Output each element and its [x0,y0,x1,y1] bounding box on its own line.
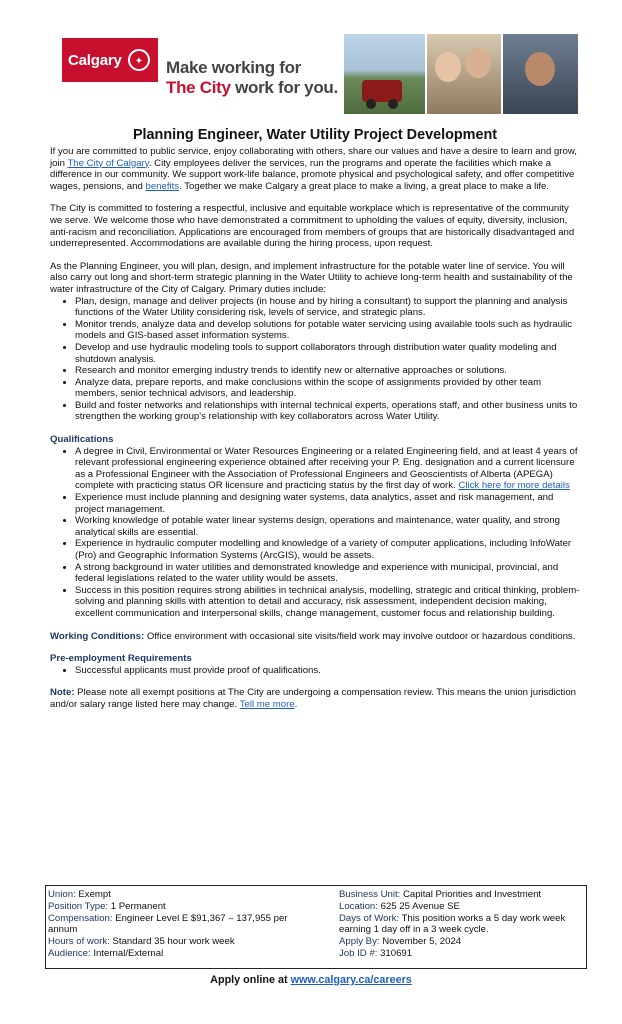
photo-transit-worker [503,34,578,114]
list-item: • Analyze data, prepare reports, and make conclusions within the scope of assignments provided by other team members, senior technical advisors, and leadership. [75,377,580,400]
list-item [75,446,580,492]
detail-apply-by: Apply By: November 5, 2024 [339,936,462,948]
photo-mower-worker [344,34,425,114]
header-banner [62,34,578,114]
qualification-text: A degree in Civil, Environmental or Water Resources Engineering or a related Engineering field, and at least 4 years of relevant professional engineering experience obtained after receiving your P. Eng. designation and a current licensure as a Professional Engineer with the Association of Professional Engineers and Geoscientists of Alberta (APEGA) complete with practicing status OR licensure and practicing status by the first day of work. [75,445,578,492]
intro-text-1: If you are committed to public service, enjoy collaborating with others, share our values and have a desire to learn and grow, join [50,146,577,169]
job-details-right [339,889,584,960]
job-details-table [45,885,587,969]
inclusion-paragraph: The City is committed to fostering a respectful, inclusive and equitable workplace which is representative of the community we serve. We welcome those who have demonstrated a commitment to upholding the values of equity, diversity, inclusion, anti-racism and reconciliation. Applications are encouraged from members of groups that are historically disadvantaged and underrepresented. Accommodations are available during the hiring process, upon request. [50,203,575,250]
banner-photos [344,34,578,114]
job-details-left [48,889,318,960]
apply-text: Apply online at [210,974,291,986]
detail-business-unit: Business Unit: Capital Priorities and Investment [339,889,542,900]
working-conditions [50,631,580,643]
apply-online [0,974,622,986]
preemployment-list [50,665,580,677]
calgary-logo [62,38,158,82]
duties-list [50,296,580,424]
list-item: • Experience must include planning and designing water systems, data analytics, asset and risk management, and project management. [75,492,580,515]
note-period: . [294,698,298,710]
list-item: • Experience in hydraulic computer modelling and knowledge of a variety of computer applications, including InfoWater (Pro) and Geographic Information Systems (ArcGIS), would be assets. [75,538,580,561]
city-seal-icon: ✦ [128,49,150,71]
detail-hours: Hours of work: Standard 35 hour work week [48,936,235,948]
detail-union: Union: Exempt [48,889,111,900]
qualifications-list [50,446,580,620]
preemployment-heading: Pre-employment Requirements [50,653,192,665]
list-item: • Build and foster networks and relationships with internal technical experts, operations staff, and other business units to strengthen the working group's relationship with key collaborators across Water Utility. [75,400,580,423]
note-paragraph [50,687,580,710]
tagline-red: The City [166,78,236,97]
note-text: Please note all exempt positions at The City are undergoing a compensation review. This means the union jurisdiction and/or salary range listed here may change. [50,687,576,710]
more-details-link[interactable]: Click here for more details [458,480,570,492]
list-item: • Success in this position requires strong abilities in technical analysis, modelling, strategic and critical thinking, problem-solving and planning skills with attention to detail and accuracy, risk assessment, independent decision making, excellent communication and interpersonal skills, change management, customer focus and relationship building. [75,585,580,620]
working-conditions-label: Working Conditions: [50,630,145,642]
intro-text-3: . Together we make Calgary a great place to make a living, a great place to make a life. [179,180,550,192]
detail-location: Location: 625 25 Avenue SE [339,900,460,912]
list-item: • Monitor trends, analyze data and develop solutions for potable water servicing using available tools such as hydraulic models and GIS-based asset information systems. [75,319,580,342]
tagline-line-2 [166,78,338,98]
city-of-calgary-link[interactable]: The City of Calgary [67,157,149,169]
photo-colleagues [427,34,500,114]
detail-days-of-work: Days of Work: This position works a 5 day work week earning 1 day off in a 3 week cycle. [339,912,566,936]
benefits-link[interactable]: benefits [145,180,180,192]
note-label: Note: [50,687,75,699]
tagline-dark: work for you. [235,78,338,97]
detail-position-type: Position Type: 1 Permanent [48,900,166,912]
list-item: • A strong background in water utilities and demonstrated knowledge and experience with municipal, provincial, and federal legislations related to the water utility would be assets. [75,562,580,585]
list-item: • Successful applicants must provide proof of qualifications. [75,665,580,677]
list-item: • Working knowledge of potable water linear systems design, operations and maintenance, water quality, and strong analytical skills are essential. [75,515,580,538]
list-item: • Plan, design, manage and deliver projects (in house and by hiring a consultant) to support the planning and analysis functions of the Water Utility considering risk, levels of service, and strategic plans. [75,296,580,319]
page-title: Planning Engineer, Water Utility Project Development [132,127,498,143]
detail-job-id: Job ID #: 310691 [339,947,413,959]
role-intro-paragraph: As the Planning Engineer, you will plan, design, and implement infrastructure for the potable water line of service. You will also carry out long and short-term strategic planning in the Water Utility to achieve long-term health and sustainability of the water infrastructure of the City of Calgary. Primary duties include: [50,260,573,295]
tell-me-more-link[interactable]: Tell me more [239,698,295,710]
logo-text: Calgary [68,51,122,69]
qualifications-heading: Qualifications [50,434,114,446]
tagline-line-1: Make working for [166,58,302,77]
detail-compensation: Compensation: Engineer Level E $91,367 – 137,955 per annum [48,912,288,936]
detail-audience: Audience: Internal/External [48,947,164,959]
posting-body [50,126,580,722]
intro-text-2: . City employees deliver the services, run the programs and operate the facilities which make a difference in our community. We support work-life balance, promote physical and psychological safety, and offer competitive wages, pensions, and [50,157,575,192]
careers-link[interactable]: www.calgary.ca/careers [290,974,412,986]
list-item: • Research and monitor emerging industry trends to identify new or alternative approaches or solutions. [75,365,580,377]
working-conditions-text: Office environment with occasional site visits/field work may involve outdoor or hazardous conditions. [144,630,576,642]
intro-paragraph [50,146,580,192]
list-item: • Develop and use hydraulic modeling tools to support collaborators through distribution water quality modeling and shutdown analysis. [75,342,580,365]
